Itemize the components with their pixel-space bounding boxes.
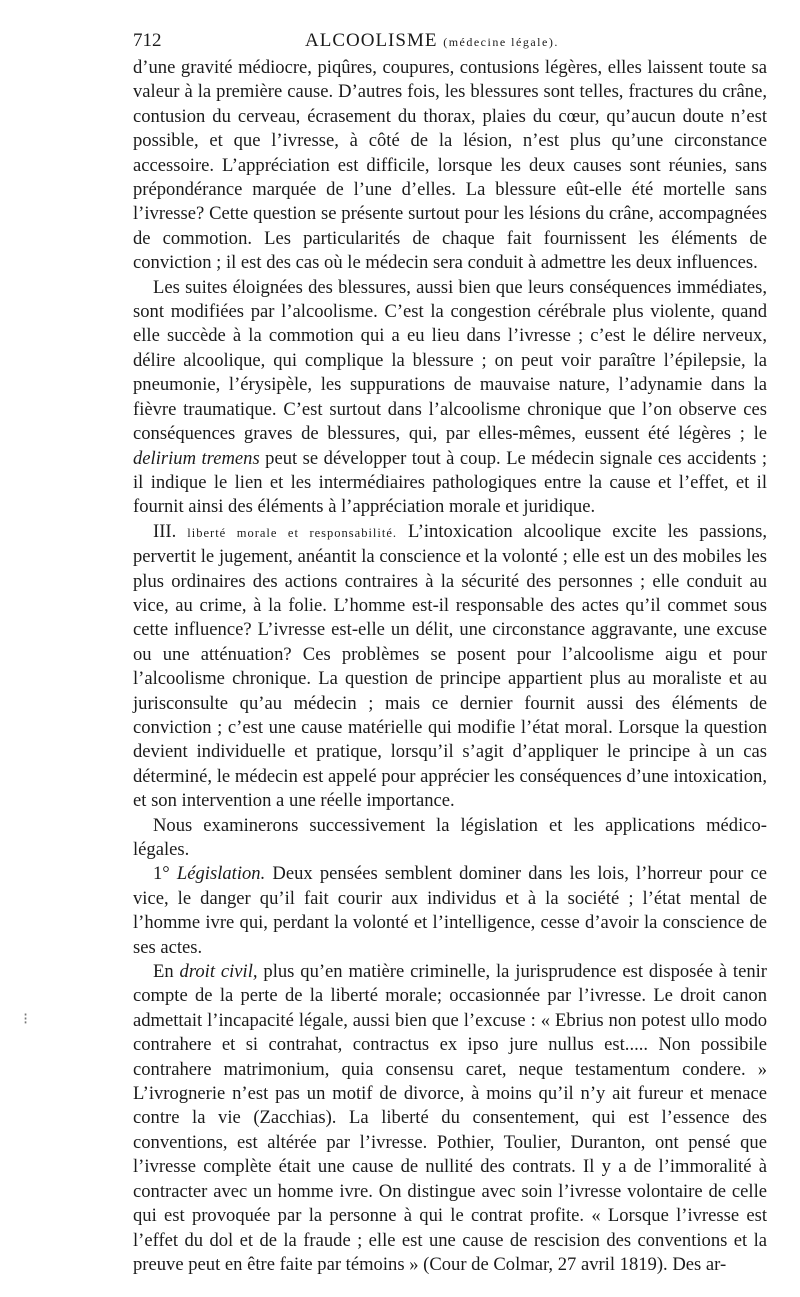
paragraph-2-part2: peut se développer tout à coup. Le médecin signale ces accidents ; il indique le lien et les intermédiaires pathologiques entre la cause et l’effet, et il fournit ainsi des éléments à l’appréciation morale et juridique. — [133, 447, 767, 518]
paragraph-3 — [133, 520, 767, 814]
running-header — [133, 26, 767, 56]
body-text — [133, 56, 767, 1277]
droit-civil-term: droit civil, — [179, 961, 258, 983]
paragraph-2 — [133, 276, 767, 520]
paragraph-5 — [133, 862, 767, 960]
paragraph-1-text: d’une gravité médiocre, piqûres, coupures, contusions légères, elles laissent toute sa valeur à la première cause. D’autres fois, les blessures sont telles, fractures du crâne, contusion du cerveau, écrasement du thorax, plaies du cœur, qu’aucun doute n’est possible, et que l’ivresse, à côté de la lésion, n’est plus qu’une circonstance accessoire. L’appréciation est difficile, lorsque les deux causes sont réunies, sans prépondérance marquée de l’une d’elles. La blessure eût-elle été mortelle sans l’ivresse? Cette question se présente surtout pour les lésions du crâne, accompagnées de commotion. Les particularités de chaque fait fournissent les éléments de conviction ; il est des cas où le médecin sera conduit à admettre les deux influences. — [133, 57, 767, 274]
paragraph-2-part1: Les suites éloignées des blessures, aussi bien que leurs conséquences immédiates, sont modifiées par l’alcoolisme. C’est la congestion cérébrale plus violente, quand elle succède à la commotion qui a eu lieu dans l’ivresse ; c’est le délire nerveux, délire alcoolique, qui complique la blessure ; on peut voir paraître l’épilepsie, la pneumonie, l’érysipèle, les suppurations de mauvaise nature, l’adynamie dans la fièvre traumatique. C’est surtout dans l’alcoolisme chronique que l’on observe ces conséquences graves de blessures, qui, par elles-mêmes, eussent été légères ; le — [133, 276, 767, 445]
page-number: 712 — [133, 30, 162, 51]
paragraph-6-text: plus qu’en matière criminelle, la jurisprudence est disposée à tenir compte de la perte de la liberté morale; occasionnée par l’ivresse. Le droit canon admettait l’incapacité légale, aussi bien que l’excuse : « Ebrius non potest ullo modo contrahere et si contrahat, contractus ex ipso jure nullus est..... Non possibile contrahere matrimonium, quia consensu caret, neque testamentum condere. » L’ivrognerie n’est pas un motif de divorce, à moins qu’il n’y ait fureur et menace contre la vie (Zacchias). La liberté du consentement, qui est l’essence des conventions, est altérée par l’ivresse. Pothier, Toulier, Duranton, ont pensé que l’ivresse complète était une cause de nullité des contrats. Il y a de l’immoralité à contracter avec un homme ivre. On distingue avec soin l’ivresse volontaire de celle qui est provoquée par la personne à qui le contrat profite. « Lorsque l’ivresse est l’effet du dol et de la fraude ; elle est une cause de rescision des conventions et la preuve peut en être faite par témoins » (Cour de Colmar, 27 avril 1819). Des ar- — [133, 961, 767, 1275]
section-number: III. — [153, 520, 177, 542]
paragraph-1 — [133, 56, 767, 276]
paragraph-4-text: Nous examinerons successivement la législation et les applications médico-légales. — [133, 814, 767, 860]
running-title — [305, 26, 559, 57]
margin-mark: ⁝ — [23, 1011, 29, 1028]
running-title-sub: (médecine légale). — [443, 35, 559, 49]
section-heading: liberté morale et responsabilité. — [187, 525, 398, 540]
delirium-tremens-term: delirium tremens — [133, 447, 260, 469]
subsection-heading: Législation. — [176, 863, 266, 885]
book-page — [133, 26, 767, 1277]
paragraph-6 — [133, 960, 767, 1277]
paragraph-5-text: Deux pensées semblent dominer dans les lois, l’horreur pour ce vice, le danger qu’il fait courir aux individus et à la société ; l’état mental de l’homme ivre qui, perdant la volonté et l’intelligence, cesse d’avoir la conscience de ses actes. — [133, 863, 767, 958]
paragraph-3-text: L’intoxication alcoolique excite les passions, pervertit le jugement, anéantit la conscience et la volonté ; elle est un des mobiles les plus ordinaires des actions contraires à la sécurité des personnes ; elle conduit au vice, au crime, à la folie. L’homme est-il responsable des actes qu’il commet sous cette influence? L’ivresse est-elle un délit, une circonstance aggravante, une excuse ou une atténuation? Ces problèmes se posent pour l’alcoolisme aigu et pour l’alcoolisme chronique. La question de principe appartient plus au moraliste et au jurisconsulte qu’au médecin ; mais ce dernier fournit aussi des éléments de conviction ; c’est une cause matérielle qui modifie l’état moral. Lorsque la question devient individuelle et pratique, lorsqu’il s’agit d’appliquer le principe à un cas déterminé, le médecin est appelé pour apprécier les conséquences d’une intoxication, et son intervention a une réelle importance. — [133, 520, 767, 812]
running-title-main: ALCOOLISME — [305, 30, 438, 51]
paragraph-4 — [133, 814, 767, 863]
paragraph-6-lead: En — [153, 961, 180, 983]
subsection-number: 1° — [153, 863, 170, 885]
